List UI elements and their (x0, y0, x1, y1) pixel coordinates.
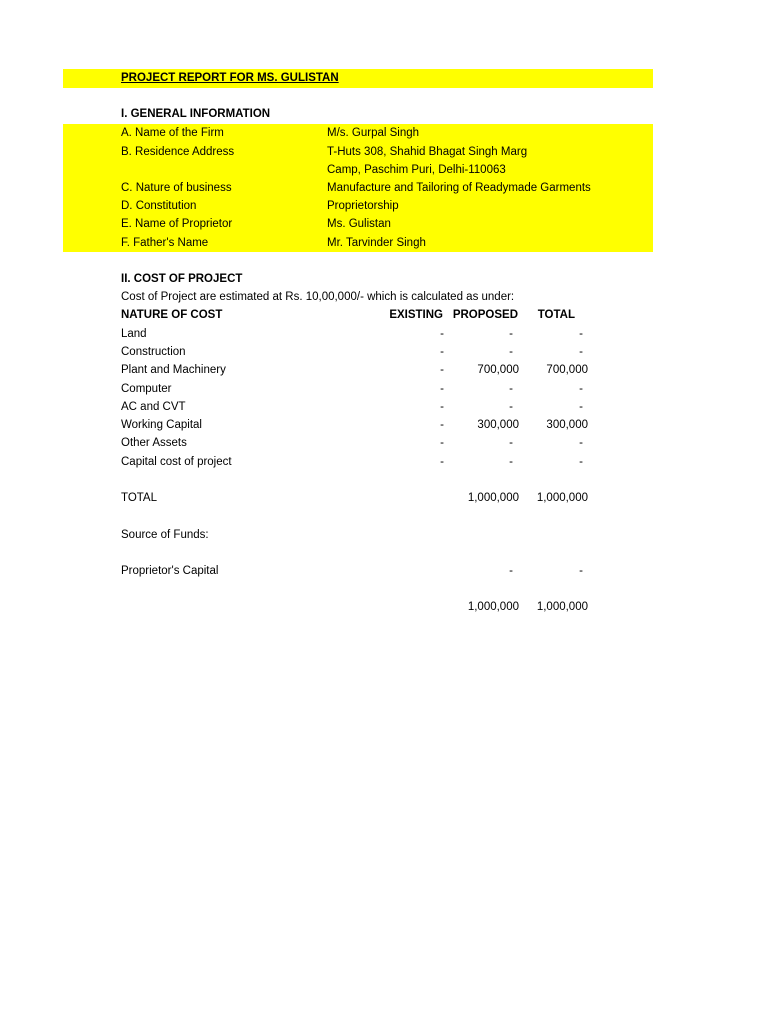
column-header-existing: EXISTING (389, 309, 443, 321)
nature-of-business-label: C. Nature of business (121, 182, 232, 194)
cost-row-existing: - (440, 419, 444, 431)
cost-row-total: - (579, 383, 583, 395)
constitution-value: Proprietorship (327, 200, 399, 212)
cost-row-name: Working Capital (121, 419, 202, 431)
firm-name-value: M/s. Gurpal Singh (327, 127, 420, 139)
funds-row-proposed: - (509, 565, 513, 577)
residence-address-line-2: Camp, Paschim Puri, Delhi-110063 (327, 164, 506, 176)
cost-row-existing: - (440, 437, 444, 449)
source-of-funds-heading: Source of Funds: (121, 529, 209, 541)
cost-row-proposed: - (509, 456, 513, 468)
cost-row-existing: - (440, 401, 444, 413)
cost-row-total: - (579, 437, 583, 449)
cost-row-name: Construction (121, 346, 186, 358)
cost-row-total: - (579, 346, 583, 358)
cost-row-existing: - (440, 456, 444, 468)
cost-row-proposed: 700,000 (477, 364, 519, 376)
cost-row-name: Plant and Machinery (121, 364, 226, 376)
cost-row-proposed: - (509, 437, 513, 449)
cost-row-proposed: - (509, 401, 513, 413)
general-info-heading: I. GENERAL INFORMATION (121, 108, 271, 120)
cost-row-total: 700,000 (546, 364, 588, 376)
cost-row-total: - (579, 401, 583, 413)
cost-row-existing: - (440, 346, 444, 358)
constitution-label: D. Constitution (121, 200, 197, 212)
cost-row-existing: - (440, 364, 444, 376)
cost-of-project-intro: Cost of Project are estimated at Rs. 10,00,000/- which is calculated as under: (121, 291, 515, 303)
fathers-name-label: F. Father's Name (121, 237, 209, 249)
cost-row-name: AC and CVT (121, 401, 186, 413)
cost-row-proposed: - (509, 346, 513, 358)
cost-row-proposed: - (509, 383, 513, 395)
cost-row-total: 300,000 (546, 419, 588, 431)
cost-row-name: Land (121, 328, 147, 340)
report-title: PROJECT REPORT FOR MS. GULISTAN (121, 72, 339, 84)
cost-row-proposed: 300,000 (477, 419, 519, 431)
cost-row-name: Computer (121, 383, 172, 395)
grand-total-proposed-value: 1,000,000 (467, 601, 519, 613)
column-header-nature-of-cost: NATURE OF COST (121, 309, 223, 321)
grand-total-total-value: 1,000,000 (536, 601, 588, 613)
cost-row-name: Capital cost of project (121, 456, 232, 468)
firm-name-label: A. Name of the Firm (121, 127, 224, 139)
column-header-proposed: PROPOSED (452, 309, 518, 321)
residence-address-line-1: T-Huts 308, Shahid Bhagat Singh Marg (327, 146, 528, 158)
cost-row-existing: - (440, 328, 444, 340)
proprietor-name-label: E. Name of Proprietor (121, 218, 233, 230)
funds-row-total: - (579, 565, 583, 577)
total-label: TOTAL (121, 492, 157, 504)
cost-row-name: Other Assets (121, 437, 187, 449)
funds-row-name: Proprietor's Capital (121, 565, 219, 577)
total-total-value: 1,000,000 (536, 492, 588, 504)
cost-row-proposed: - (509, 328, 513, 340)
cost-row-total: - (579, 328, 583, 340)
cost-row-existing: - (440, 383, 444, 395)
cost-of-project-heading: II. COST OF PROJECT (121, 273, 243, 285)
proprietor-name-value: Ms. Gulistan (327, 218, 391, 230)
total-proposed-value: 1,000,000 (467, 492, 519, 504)
nature-of-business-value: Manufacture and Tailoring of Readymade Garments (327, 182, 591, 194)
fathers-name-value: Mr. Tarvinder Singh (327, 237, 426, 249)
residence-address-label: B. Residence Address (121, 146, 235, 158)
cost-row-total: - (579, 456, 583, 468)
column-header-total: TOTAL (537, 309, 575, 321)
